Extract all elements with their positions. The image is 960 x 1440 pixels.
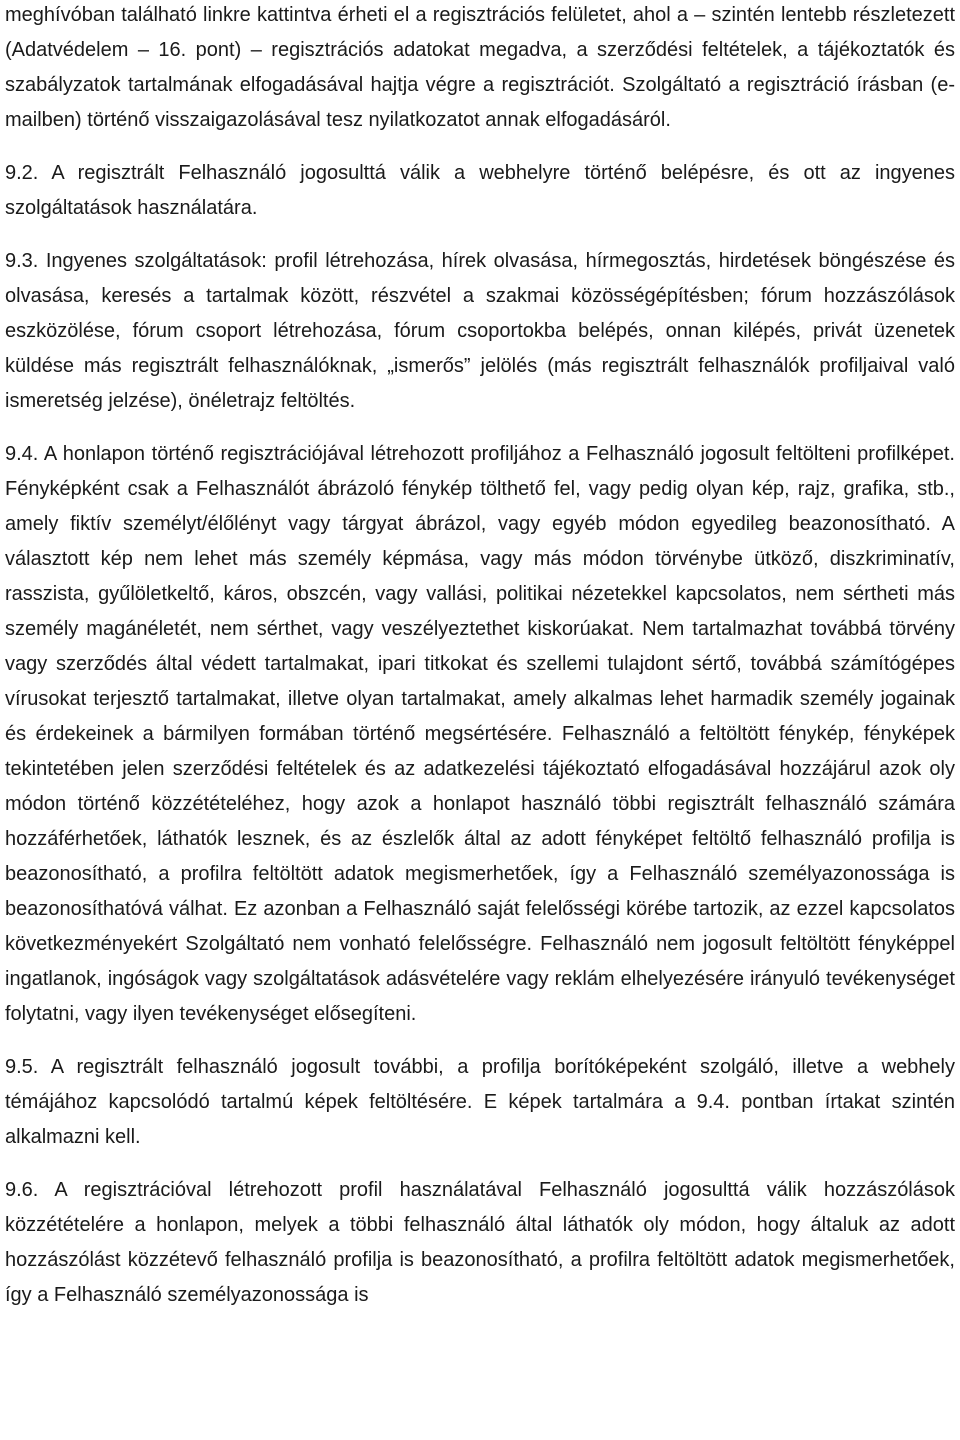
document-page: [5, 0, 955, 1440]
paragraph-9-4: 9.4. A honlapon történő regisztrációjával létrehozott profiljához a Felhasználó jogosult feltölteni profilképet. Fényképként csak a Felhasználót ábrázoló fénykép tölthető fel, vagy pedig olyan kép, rajz, grafika, stb., amely fiktív személyt/élőlényt vagy tárgyat ábrázol, vagy egyéb módon egyedileg beazonosítható. A választott kép nem lehet más személy képmása, vagy más módon törvénybe ütköző, diszkriminatív, rasszista, gyűlöletkeltő, káros, obszcén, vagy vallási, politikai nézetekkel kapcsolatos, nem sértheti más személy magánéletét, nem sérthet, vagy veszélyeztethet kiskorúakat. Nem tartalmazhat továbbá törvény vagy szerződés által védett tartalmakat, ipari titkokat és szellemi tulajdont sértő, továbbá számítógépes vírusokat terjesztő tartalmakat, illetve olyan tartalmakat, amely alkalmas lehet harmadik személy jogainak és érdekeinek a bármilyen formában történő megsértésére. Felhasználó a feltöltött fénykép, fényképek tekintetében jelen szerződési feltételek és az adatkezelési tájékoztató elfogadásával hozzájárul azok oly módon történő közzétételéhez, hogy azok a honlapot használó többi regisztrált felhasználó számára hozzáférhetőek, láthatók lesznek, és az észlelők által az adott fényképet feltöltő felhasználó profilja is beazonosítható, a profilra feltöltött adatok megismerhetőek, így a Felhasználó személyazonossága is beazonosíthatóvá válhat. Ez azonban a Felhasználó saját felelősségi körébe tartozik, az ezzel kapcsolatos következményekért Szolgáltató nem vonható felelősségre. Felhasználó nem jogosult feltöltött fényképpel ingatlanok, ingóságok vagy szolgáltatások adásvételére vagy reklám elhelyezésére irányuló tevékenységet folytatni, vagy ilyen tevékenységet elősegíteni.: [5, 443, 955, 1025]
paragraph-9-2: 9.2. A regisztrált Felhasználó jogosulttá válik a webhelyre történő belépésre, és ott az ingyenes szolgáltatások használatára.: [5, 162, 955, 219]
paragraph-9-5: 9.5. A regisztrált felhasználó jogosult további, a profilja borítóképeként szolgáló, illetve a webhely témájához kapcsolódó tartalmú képek feltöltésére. E képek tartalmára a 9.4. pontban írtakat szintén alkalmazni kell.: [5, 1056, 955, 1148]
paragraph-9-3: 9.3. Ingyenes szolgáltatások: profil létrehozása, hírek olvasása, hírmegosztás, hirdetések böngészése és olvasása, keresés a tartalmak között, részvétel a szakmai közösségépítésben; fórum hozzászólások eszközölése, fórum csoport létrehozása, fórum csoportokba belépés, onnan kilépés, privát üzenetek küldése más regisztrált felhasználóknak, „ismerős” jelölés (más regisztrált felhasználók profiljaival való ismeretség jelzése), önéletrajz feltöltés.: [5, 250, 955, 412]
paragraph-9-1-continuation: meghívóban található linkre kattintva érheti el a regisztrációs felületet, ahol a – szintén lentebb részletezett (Adatvédelem – 16. pont) – regisztrációs adatokat megadva, a szerződési feltételek, a tájékoztatók és szabályzatok tartalmának elfogadásával hajtja végre a regisztrációt. Szolgáltató a regisztráció írásban (e-mailben) történő visszaigazolásával tesz nyilatkozatot annak elfogadásáról.: [5, 4, 955, 131]
paragraph-9-6: 9.6. A regisztrációval létrehozott profil használatával Felhasználó jogosulttá válik hozzászólások közzétételére a honlapon, melyek a többi felhasználó által láthatók oly módon, hogy általuk az adott hozzászólást közzétevő felhasználó profilja is beazonosítható, a profilra feltöltött adatok megismerhetőek, így a Felhasználó személyazonossága is: [5, 1179, 955, 1306]
